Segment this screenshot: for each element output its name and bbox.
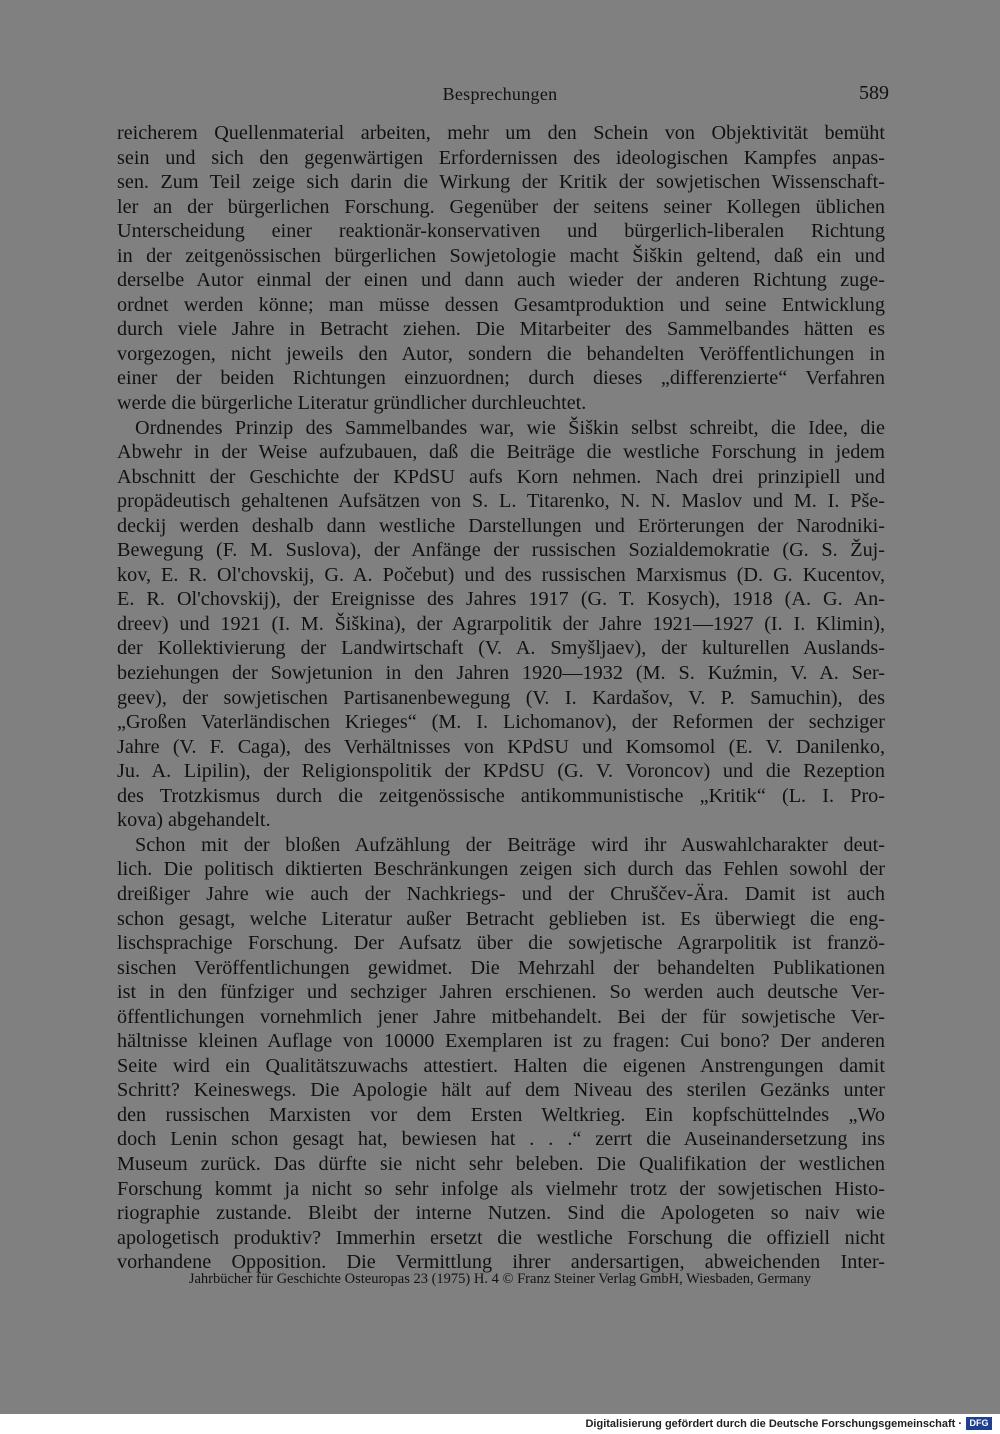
text-line: vorhandene Opposition. Die Vermittlung ihrer andersartigen, abweichenden Inter- <box>117 1251 885 1274</box>
text-line: kov, E. R. Ol'chovskij, G. A. Počebut) und des russischen Marxismus (D. G. Kucentov, <box>117 563 885 586</box>
text-line: sein und sich den gegenwärtigen Erfordernissen des ideologischen Kampfes anpas- <box>117 146 885 169</box>
text-line: E. R. Ol'chovskij), der Ereignisse des Jahres 1917 (G. T. Kosych), 1918 (A. G. An- <box>117 588 885 611</box>
text-line: ist in den fünfziger und sechziger Jahren erschienen. So werden auch deutsche Ver- <box>117 981 885 1004</box>
text-line: des Trotzkismus durch die zeitgenössische antikommunistische „Kritik“ (L. I. Pro- <box>117 784 885 807</box>
text-line: apologetisch produktiv? Immerhin ersetzt die westliche Forschung die offiziell nicht <box>117 1226 885 1249</box>
text-line: Ju. A. Lipilin), der Religionspolitik der KPdSU (G. V. Voroncov) und die Rezeption <box>117 760 885 783</box>
dfg-logo-icon: DFG <box>966 1417 992 1430</box>
text-line: Ordnendes Prinzip des Sammelbandes war, wie Šiškin selbst schreibt, die Idee, die <box>135 416 885 439</box>
text-line: in der zeitgenössischen bürgerlichen Sowjetologie macht Šiškin geltend, daß ein und <box>117 244 885 267</box>
text-line: lich. Die politisch diktierten Beschränkungen zeigen sich durch das Fehlen sowohl der <box>117 858 885 881</box>
text-line: Bewegung (F. M. Suslova), der Anfänge der russischen Sozialdemokratie (G. S. Žuj- <box>117 539 885 562</box>
text-line: den russischen Marxisten vor dem Ersten Weltkrieg. Ein kopfschüttelndes „Wo <box>117 1103 885 1126</box>
text-line: riographie zustande. Bleibt der interne Nutzen. Sind die Apologeten so naiv wie <box>117 1202 885 1225</box>
dfg-notice-text: Digitalisierung gefördert durch die Deutsche Forschungsgemeinschaft · <box>585 1418 962 1430</box>
text-line: durch viele Jahre in Betracht ziehen. Die Mitarbeiter des Sammelbandes hätten es <box>117 318 885 341</box>
page-number: 589 <box>859 82 889 104</box>
text-line: vorgezogen, nicht jeweils den Autor, sondern die behandelten Veröffentlichungen in <box>117 342 885 365</box>
text-line: deckij werden deshalb dann westliche Darstellungen und Erörterungen der Narodniki- <box>117 514 885 537</box>
text-line: ler an der bürgerlichen Forschung. Gegenüber der seitens seiner Kollegen üblichen <box>117 195 885 218</box>
text-line: propädeutisch gehaltenen Aufsätzen von S. L. Titarenko, N. N. Maslov und M. I. Pše- <box>117 490 885 513</box>
text-line: öffentlichungen vornehmlich jener Jahre mitbehandelt. Bei der für sowjetische Ver- <box>117 1005 885 1028</box>
text-line: Museum zurück. Das dürfte sie nicht sehr beleben. Die Qualifikation der westlichen <box>117 1152 885 1175</box>
text-line: ordnet werden könne; man müsse dessen Gesamtproduktion und seine Entwicklung <box>117 293 885 316</box>
text-line: Abwehr in der Weise aufzubauen, daß die Beiträge die westliche Forschung in jedem <box>117 441 885 464</box>
text-line: Jahre (V. F. Caga), des Verhältnisses von KPdSU und Komsomol (E. V. Danilenko, <box>117 735 885 758</box>
text-line: doch Lenin schon gesagt hat, bewiesen hat . . .“ zerrt die Auseinandersetzung ins <box>117 1128 885 1151</box>
text-line: schon gesagt, welche Literatur außer Betracht geblieben ist. Es überwiegt die eng- <box>117 907 885 930</box>
text-line: „Großen Vaterländischen Krieges“ (M. I. Lichomanov), der Reformen der sechziger <box>117 711 885 734</box>
text-line: Unterscheidung einer reaktionär-konservativen und bürgerlich-liberalen Richtung <box>117 220 885 243</box>
text-line: werde die bürgerliche Literatur gründlicher durchleuchtet. <box>117 392 587 415</box>
text-line: sen. Zum Teil zeige sich darin die Wirkung der Kritik der sowjetischen Wissenschaft- <box>117 171 885 194</box>
text-line: Forschung kommt ja nicht so sehr infolge als vielmehr trotz der sowjetischen Histo- <box>117 1177 885 1200</box>
paragraph-3 <box>117 833 885 1275</box>
text-line: Abschnitt der Geschichte der KPdSU aufs Korn nehmen. Nach drei prinzipiell und <box>117 465 885 488</box>
text-line: kova) abgehandelt. <box>117 809 271 832</box>
text-line: reicherem Quellenmaterial arbeiten, mehr um den Schein von Objektivität bemüht <box>117 122 885 144</box>
running-header: Besprechungen <box>442 84 558 104</box>
footer-citation: Jahrbücher für Geschichte Osteuropas 23 (1975) H. 4 © Franz Steiner Verlag GmbH, Wiesbaden, Germany <box>188 1271 812 1287</box>
text-line: dreev) und 1921 (I. M. Šiškina), der Agrarpolitik der Jahre 1921—1927 (I. I. Klimin), <box>117 612 885 635</box>
text-line: hältnisse kleinen Auflage von 10000 Exemplaren ist zu fragen: Cui bono? Der anderen <box>117 1030 885 1053</box>
text-line: sischen Veröffentlichungen gewidmet. Die Mehrzahl der behandelten Publikationen <box>117 956 885 979</box>
body-text <box>117 121 885 1275</box>
text-line: Schritt? Keineswegs. Die Apologie hält auf dem Niveau des sterilen Gezänks unter <box>117 1079 885 1102</box>
text-line: geev), der sowjetischen Partisanenbewegung (V. I. Kardašov, V. P. Samuchin), des <box>117 686 885 709</box>
text-line: Seite wird ein Qualitätszuwachs attestiert. Halten die eigenen Anstrengungen damit <box>117 1054 885 1077</box>
text-line: lischsprachige Forschung. Der Aufsatz über die sowjetische Agrarpolitik ist franzö- <box>117 932 885 955</box>
text-line: dreißiger Jahre wie auch der Nachkriegs- und der Chruščev-Ära. Damit ist auch <box>117 882 885 905</box>
text-line: einer der beiden Richtungen einzuordnen; durch dieses „differenzierte“ Verfahren <box>117 367 885 390</box>
text-line: der Kollektivierung der Landwirtschaft (V. A. Smyšljaev), der kulturellen Auslands- <box>117 637 885 660</box>
text-line: beziehungen der Sowjetunion in den Jahren 1920—1932 (M. S. Kuźmin, V. A. Ser- <box>117 662 885 685</box>
paragraph-2 <box>117 416 885 833</box>
text-line: derselbe Autor einmal der einen und dann auch wieder der anderen Richtung zuge- <box>117 269 885 292</box>
paragraph-1 <box>117 121 885 416</box>
text-line: Schon mit der bloßen Aufzählung der Beiträge wird ihr Auswahlcharakter deut- <box>135 833 885 856</box>
